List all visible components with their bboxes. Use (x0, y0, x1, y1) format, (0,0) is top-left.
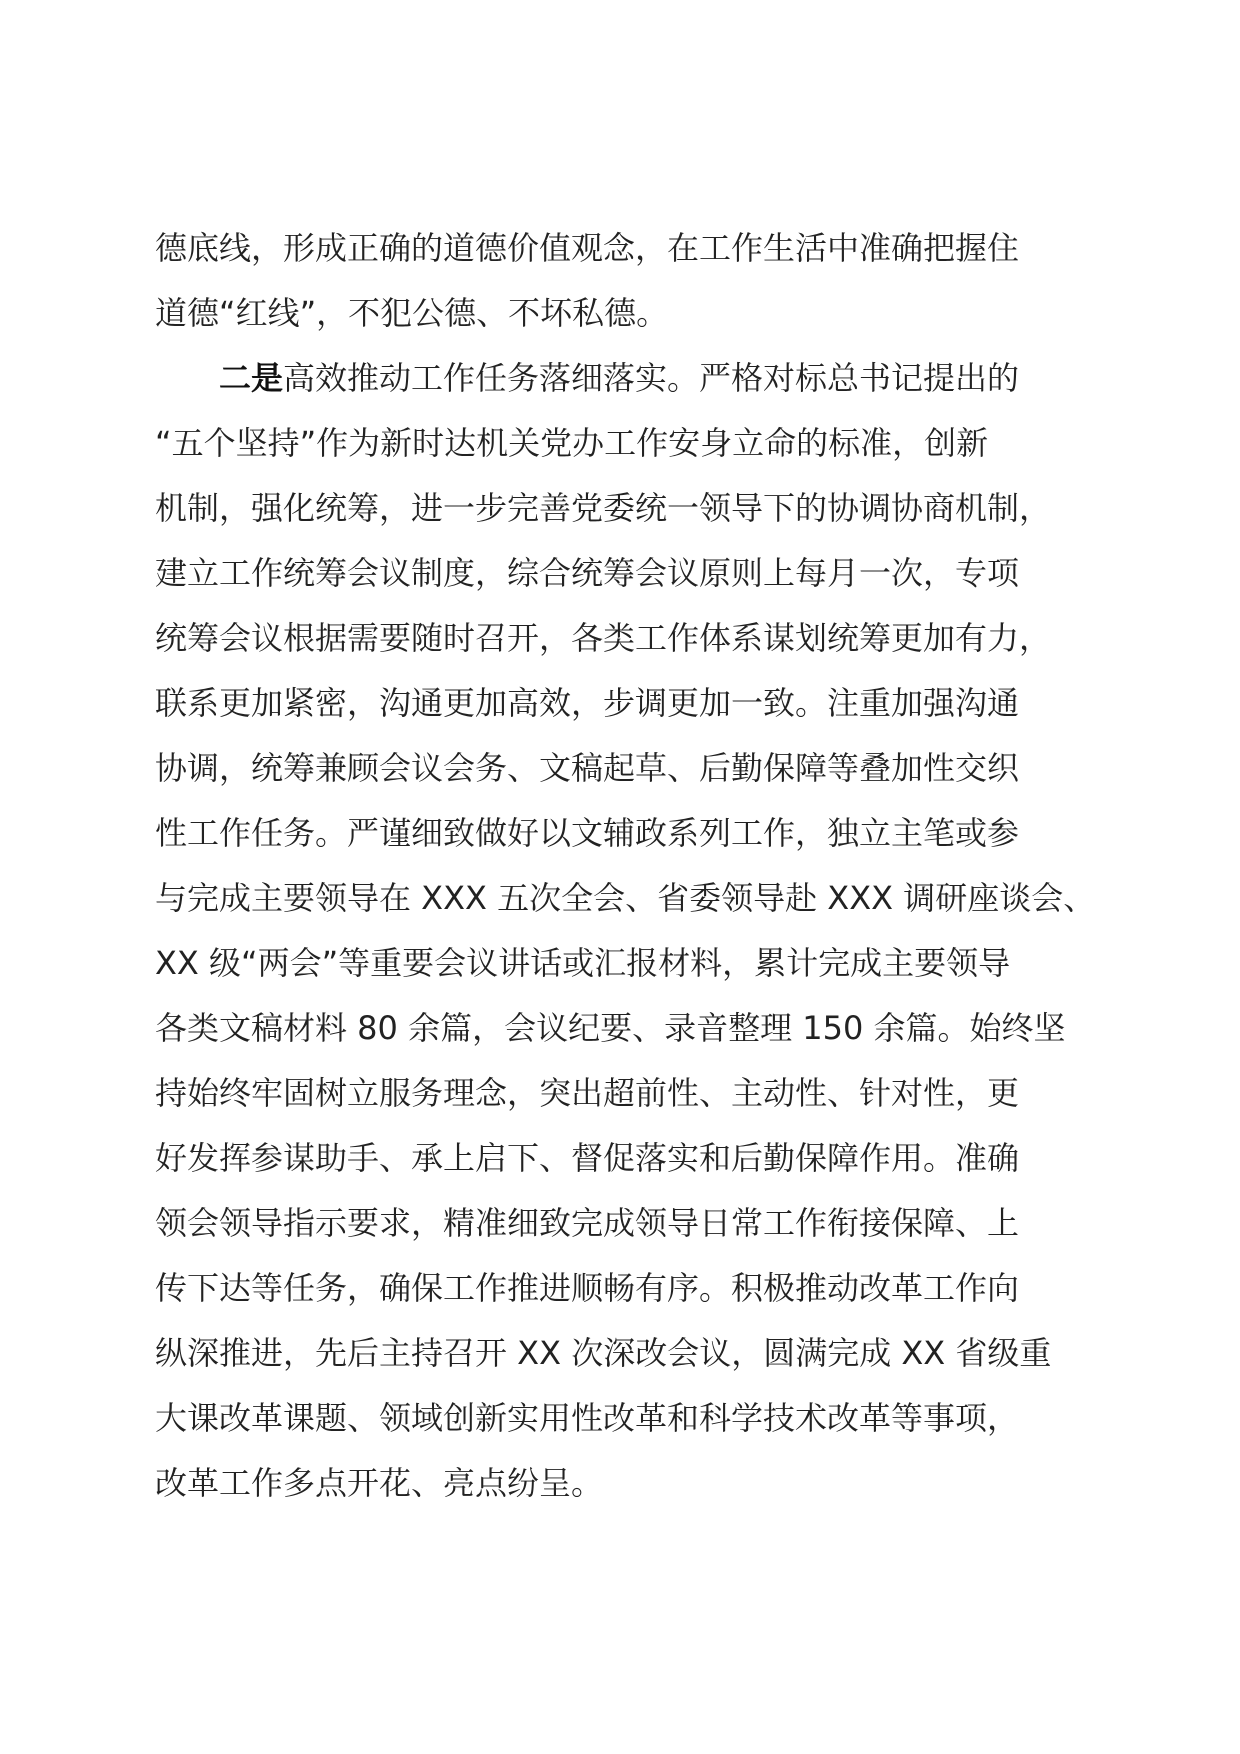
text-line: “五个坚持”作为新时达机关党办工作安身立命的标准，创新 (155, 424, 989, 462)
text-line: 纵深推进，先后主持召开 XX 次深改会议，圆满完成 XX 省级重 (155, 1334, 1052, 1372)
text-line: 改革工作多点开花、亮点纷呈。 (155, 1464, 604, 1502)
text-line: 联系更加紧密，沟通更加高效，步调更加一致。注重加强沟通 (155, 684, 1020, 722)
paragraph-lead-line (155, 346, 1115, 411)
text-line: 道德“红线”，不犯公德、不坏私德。 (155, 294, 669, 332)
text-line: 大课改革课题、领域创新实用性改革和科学技术改革等事项， (155, 1399, 1020, 1437)
text-line: 机制，强化统筹，进一步完善党委统一领导下的协调协商机制， (155, 489, 1052, 527)
paragraph-lead-rest: 高效推动工作任务落细落实。严格对标总书记提出的 (283, 359, 1020, 397)
text-line: XX 级“两会”等重要会议讲话或汇报材料，累计完成主要领导 (155, 944, 1011, 982)
body-text (155, 216, 1115, 1516)
text-line: 传下达等任务，确保工作推进顺畅有序。积极推动改革工作向 (155, 1269, 1020, 1307)
text-line: 性工作任务。严谨细致做好以文辅政系列工作，独立主笔或参 (155, 814, 1020, 852)
text-line: 持始终牢固树立服务理念，突出超前性、主动性、针对性，更 (155, 1074, 1020, 1112)
text-line: 建立工作统筹会议制度，综合统筹会议原则上每月一次，专项 (155, 554, 1020, 592)
text-line: 与完成主要领导在 XXX 五次全会、省委领导赴 XXX 调研座谈会、 (155, 879, 1096, 917)
text-line: 各类文稿材料 80 余篇，会议纪要、录音整理 150 余篇。始终坚 (155, 1009, 1066, 1047)
text-line: 统筹会议根据需要随时召开，各类工作体系谋划统筹更加有力， (155, 619, 1052, 657)
text-line: 德底线，形成正确的道德价值观念，在工作生活中准确把握住 (155, 229, 1020, 267)
text-line: 协调，统筹兼顾会议会务、文稿起草、后勤保障等叠加性交织 (155, 749, 1020, 787)
paragraph-lead-bold: 二是 (219, 359, 284, 397)
text-line: 好发挥参谋助手、承上启下、督促落实和后勤保障作用。准确 (155, 1139, 1020, 1177)
text-line: 领会领导指示要求，精准细致完成领导日常工作衔接保障、上 (155, 1204, 1020, 1242)
